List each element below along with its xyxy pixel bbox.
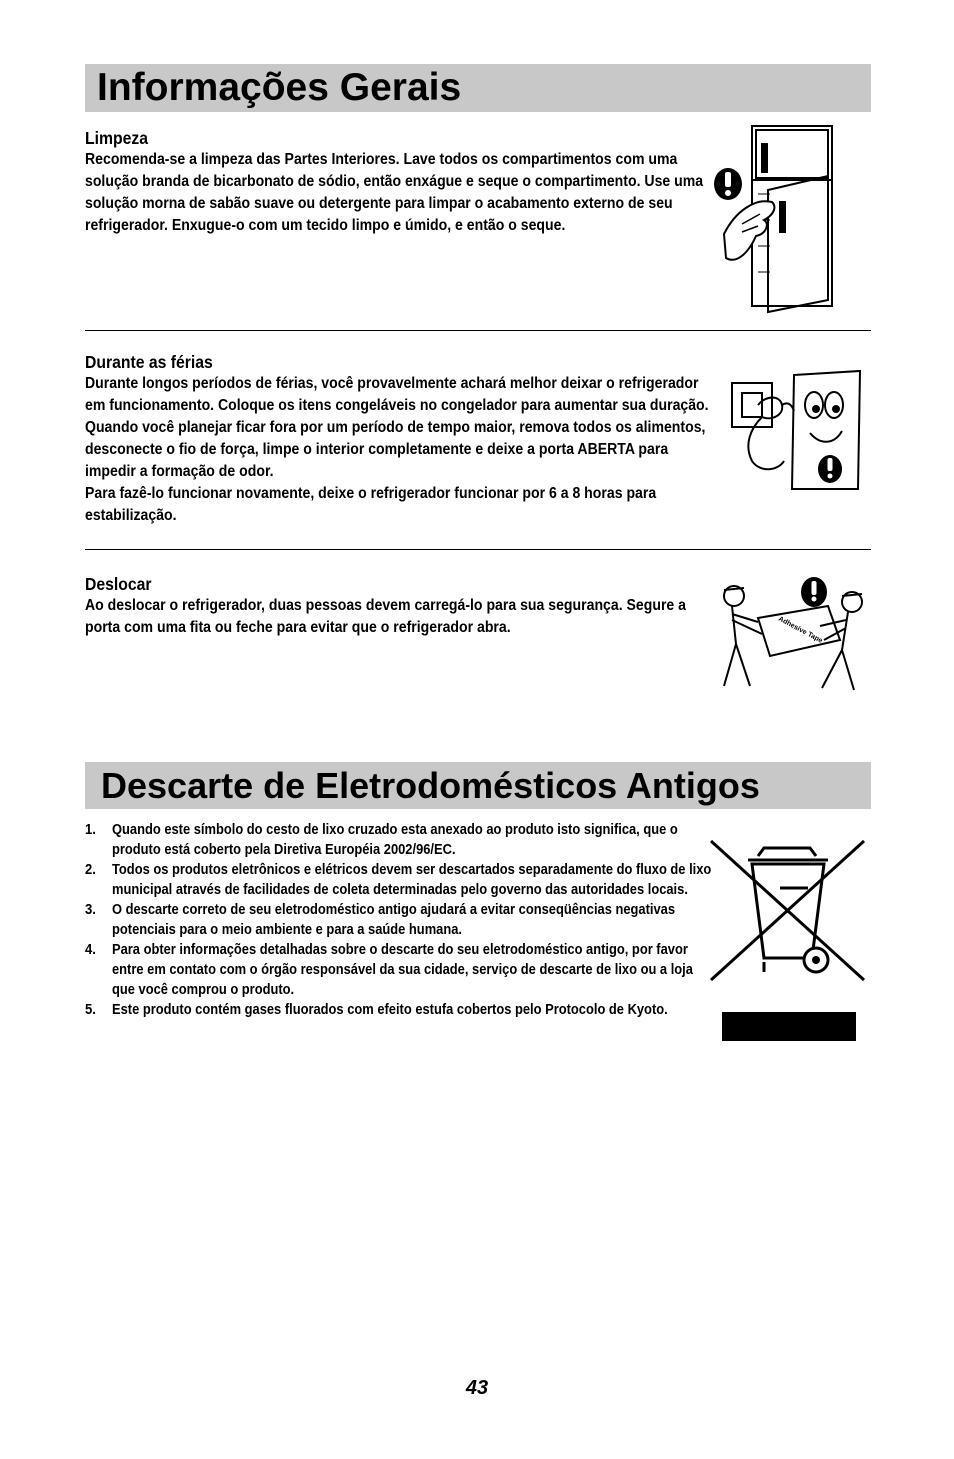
list-item-text: O descarte correto de seu eletrodoméstico antigo ajudará a evitar conseqüências negativas potenciais para o meio ambiente e para a saúde humana.	[112, 902, 676, 938]
moving-fridge-illustration	[710, 574, 870, 698]
disposal-banner	[85, 762, 871, 809]
warning-icon	[818, 455, 842, 483]
list-item-text: Este produto contém gases fluorados com efeito estufa cobertos pelo Protocolo de Kyoto.	[112, 1002, 668, 1018]
section-title: Limpeza	[85, 128, 149, 148]
list-item-number: 3.	[85, 902, 96, 918]
disposal-list	[85, 820, 785, 1020]
section-body: Durante longos períodos de férias, você provavelmente achará melhor deixar o refrigerador em funcionamento. Coloque os itens congeláveis no congelador para aumentar sua duração. Quando você planejar ficar fora por um período de tempo maior, remova todos os alimentos, desconecte o fio de força, limpe o interior completamente e deixe a porta ABERTA para impedir a formação de odor.	[85, 375, 709, 480]
section-title: Deslocar	[85, 574, 152, 594]
list-item-number: 1.	[85, 822, 96, 838]
list-item-text: Para obter informações detalhadas sobre o descarte do seu eletrodoméstico antigo, por favor entre em contato com o órgão responsável da sua cidade, serviço de descarte de lixo ou a loja que você comprou o produto.	[112, 942, 693, 998]
section-limpeza	[85, 127, 710, 237]
bin-underbar	[722, 1012, 856, 1041]
adhesive-tape-label: Adhesive Tape	[777, 615, 824, 645]
section-ferias	[85, 351, 710, 527]
list-item-number: 4.	[85, 942, 96, 958]
list-item	[85, 820, 785, 860]
section-deslocar	[85, 573, 710, 639]
list-item-text: Todos os produtos eletrônicos e elétricos devem ser descartados separadamente do fluxo de lixo municipal através de facilidades de coleta determinadas pelo governo das autoridades locais.	[112, 862, 712, 898]
section-body: Recomenda-se a limpeza das Partes Interiores. Lave todos os compartimentos com uma solução branda de bicarbonato de sódio, então enxágue e seque o compartimento. Use uma solução morna de sabão suave ou detergente para limpar o acabamento externo de seu refrigerador. Enxugue-o com um tecido limpo e úmido, e então o seque.	[85, 151, 704, 234]
page-number: 43	[465, 1377, 489, 1399]
warning-icon	[801, 577, 827, 607]
list-item	[85, 1000, 785, 1020]
crossed-bin-icon	[708, 838, 868, 984]
list-item-number: 2.	[85, 862, 96, 878]
list-item	[85, 900, 785, 940]
section-divider	[85, 330, 871, 331]
list-item	[85, 860, 785, 900]
disposal-title: Descarte de Eletrodomésticos Antigos	[101, 765, 760, 806]
warning-icon	[714, 168, 742, 200]
section-body-2: Para fazê-lo funcionar novamente, deixe o refrigerador funcionar por 6 a 8 horas para estabilização.	[85, 485, 657, 524]
header-banner	[85, 64, 871, 112]
unplugging-illustration	[722, 365, 864, 495]
page-title: Informações Gerais	[97, 66, 462, 109]
section-title: Durante as férias	[85, 352, 213, 372]
list-item-text: Quando este símbolo do cesto de lixo cruzado esta anexado ao produto isto significa, que o produto está coberto pela Diretiva Européia 2002/96/EC.	[112, 822, 678, 858]
section-body: Ao deslocar o refrigerador, duas pessoas devem carregá-lo para sua segurança. Segure a porta com uma fita ou feche para evitar que o refrigerador abra.	[85, 597, 686, 636]
section-divider	[85, 549, 871, 550]
list-item	[85, 940, 785, 1000]
list-item-number: 5.	[85, 1002, 96, 1018]
fridge-cleaning-illustration	[712, 124, 864, 314]
